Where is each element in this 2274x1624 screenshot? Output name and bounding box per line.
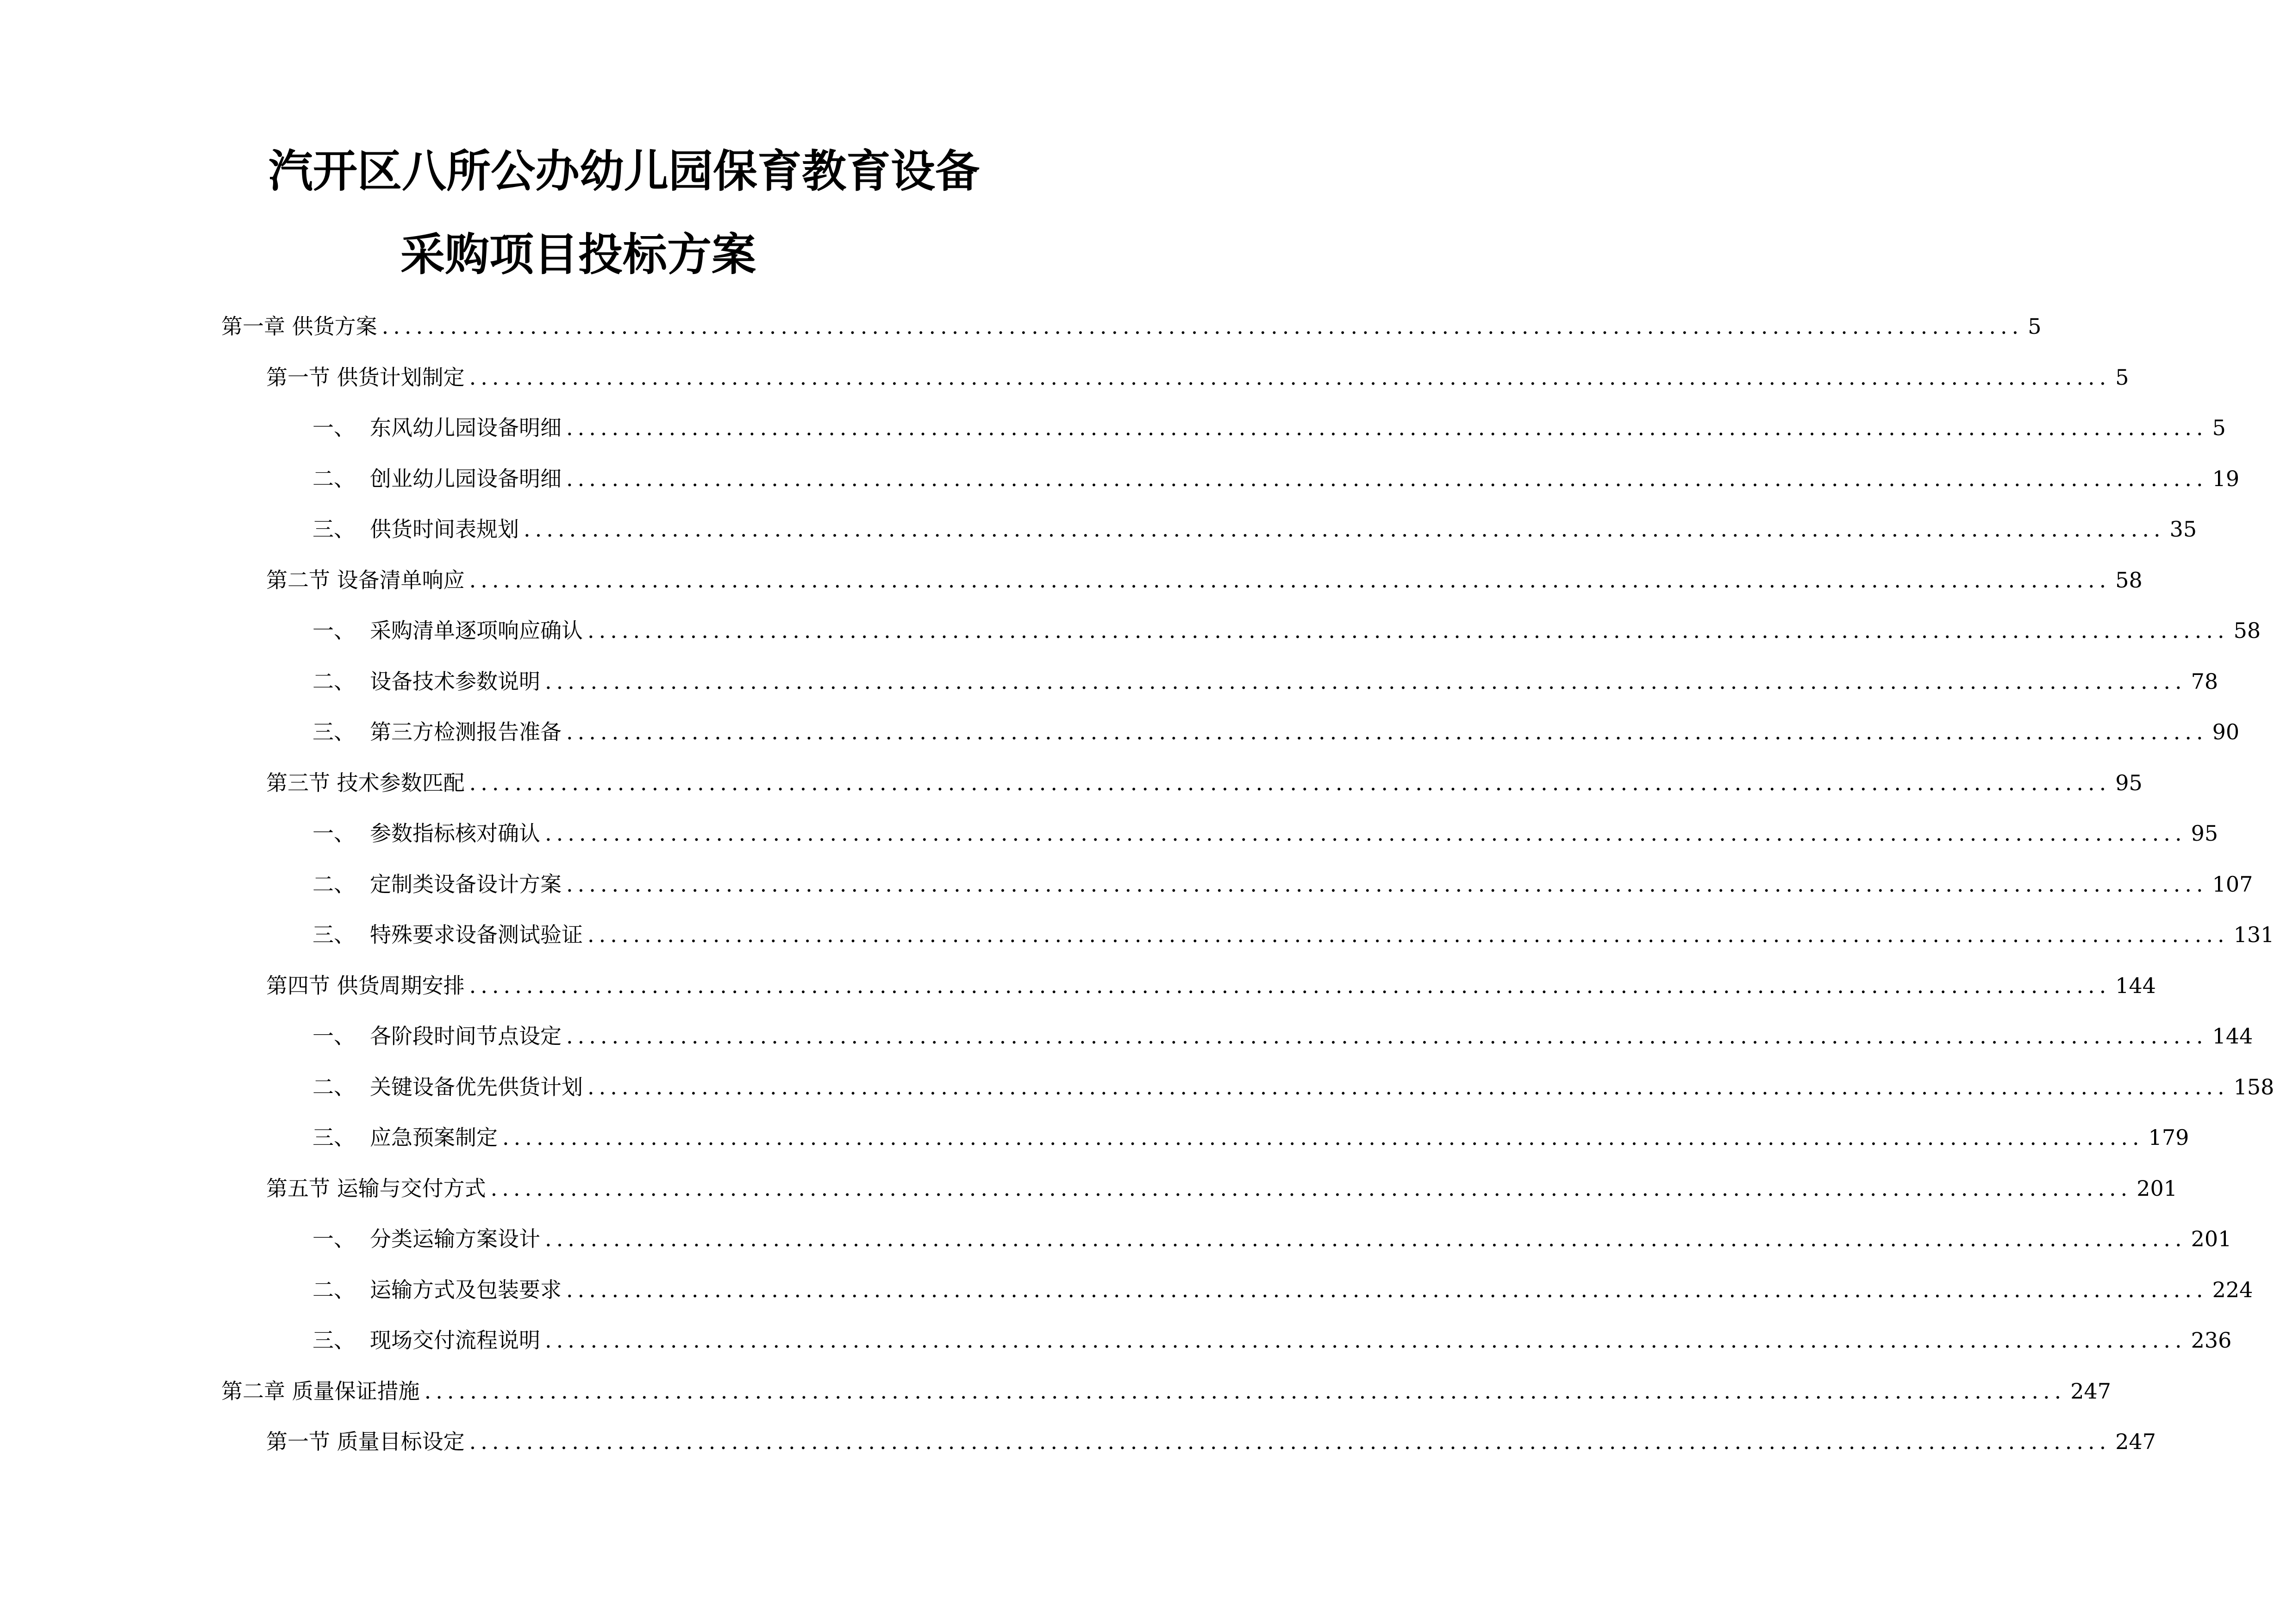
toc-page-number: 247 bbox=[2070, 1379, 2112, 1404]
toc-page-number: 107 bbox=[2212, 872, 2253, 897]
toc-entry-label: 运输方式及包装要求 bbox=[370, 1277, 562, 1302]
toc-leader-dots: ................................................................................................................................................ bbox=[524, 517, 2165, 542]
toc-entry[interactable] bbox=[312, 462, 2240, 495]
toc-entry[interactable] bbox=[312, 1071, 2274, 1103]
toc-entry[interactable] bbox=[312, 817, 2218, 849]
toc-entry[interactable] bbox=[312, 918, 2274, 951]
toc-entry[interactable] bbox=[312, 614, 2261, 647]
toc-leader-dots: ................................................................................................................................................ bbox=[469, 973, 2111, 998]
toc-entry-label: 采购清单逐项响应确认 bbox=[370, 618, 583, 643]
toc-entry-label: 分类运输方案设计 bbox=[370, 1226, 540, 1251]
toc-leader-dots: ................................................................................................................................................ bbox=[566, 1277, 2208, 1302]
toc-entry-number: 一、 bbox=[312, 1024, 355, 1049]
toc-entry[interactable] bbox=[312, 1223, 2232, 1255]
toc-entry-number: 三、 bbox=[312, 517, 355, 542]
toc-leader-dots: ................................................................................................................................................ bbox=[566, 466, 2208, 491]
toc-page-number: 95 bbox=[2191, 821, 2218, 846]
toc-page-number: 58 bbox=[2233, 618, 2261, 643]
toc-page-number: 35 bbox=[2169, 517, 2197, 542]
toc-leader-dots: ................................................................................................................................................ bbox=[566, 719, 2208, 744]
toc-entry-number: 一、 bbox=[312, 415, 355, 440]
toc-entry-label: 第四节 供货周期安排 bbox=[266, 973, 465, 998]
toc-page-number: 236 bbox=[2191, 1328, 2232, 1353]
toc-leader-dots: ................................................................................................................................................ bbox=[587, 1074, 2229, 1099]
toc-page-number: 131 bbox=[2233, 922, 2274, 947]
toc-leader-dots: ................................................................................................................................................ bbox=[545, 669, 2187, 694]
toc-entry-number: 三、 bbox=[312, 1125, 355, 1150]
toc-page-number: 201 bbox=[2137, 1176, 2178, 1201]
toc-entry-label: 第二节 设备清单响应 bbox=[266, 568, 465, 593]
document-title-line-1: 汽开区八所公办幼儿园保育教育设备 bbox=[269, 145, 980, 197]
toc-page-number: 5 bbox=[2115, 365, 2129, 390]
toc-entry-label: 第二章 质量保证措施 bbox=[221, 1379, 420, 1404]
toc-leader-dots: ................................................................................................................................................ bbox=[424, 1379, 2066, 1404]
toc-entry-label: 东风幼儿园设备明细 bbox=[370, 415, 562, 440]
toc-entry-number: 三、 bbox=[312, 719, 355, 744]
toc-leader-dots: ................................................................................................................................................ bbox=[566, 872, 2208, 897]
toc-leader-dots: ................................................................................................................................................ bbox=[469, 365, 2111, 390]
toc-page-number: 179 bbox=[2148, 1125, 2189, 1150]
toc-entry-number: 一、 bbox=[312, 618, 355, 643]
toc-entry[interactable] bbox=[312, 1121, 2189, 1154]
toc-leader-dots: ................................................................................................................................................ bbox=[545, 1328, 2187, 1353]
toc-page-number: 247 bbox=[2115, 1429, 2156, 1454]
toc-leader-dots: ................................................................................................................................................ bbox=[566, 415, 2208, 440]
toc-entry[interactable] bbox=[312, 665, 2218, 698]
toc-entry[interactable] bbox=[312, 1274, 2253, 1306]
toc-entry[interactable] bbox=[312, 412, 2226, 444]
toc-entry[interactable] bbox=[266, 1172, 2178, 1205]
toc-entry-label: 创业幼儿园设备明细 bbox=[370, 466, 562, 491]
toc-entry[interactable] bbox=[266, 564, 2143, 596]
toc-entry-number: 二、 bbox=[312, 872, 355, 897]
toc-entry[interactable] bbox=[312, 1324, 2232, 1356]
toc-entry-label: 供货时间表规划 bbox=[370, 517, 519, 542]
toc-leader-dots: ................................................................................................................................................ bbox=[469, 770, 2111, 795]
toc-leader-dots: ................................................................................................................................................ bbox=[490, 1176, 2132, 1201]
toc-leader-dots: ................................................................................................................................................ bbox=[469, 568, 2111, 593]
toc-page-number: 78 bbox=[2191, 669, 2218, 694]
toc-entry[interactable] bbox=[312, 513, 2197, 545]
toc-page-number: 201 bbox=[2191, 1226, 2232, 1251]
toc-entry-label: 第一节 供货计划制定 bbox=[266, 365, 465, 390]
toc-leader-dots: ................................................................................................................................................ bbox=[566, 1024, 2208, 1049]
toc-leader-dots: ................................................................................................................................................ bbox=[502, 1125, 2144, 1150]
toc-leader-dots: ................................................................................................................................................ bbox=[587, 922, 2229, 947]
document-title-line-2: 采购项目投标方案 bbox=[400, 228, 756, 281]
toc-entry[interactable] bbox=[266, 1425, 2156, 1458]
toc-entry-number: 三、 bbox=[312, 922, 355, 947]
toc-page-number: 158 bbox=[2233, 1074, 2274, 1099]
toc-entry-label: 定制类设备设计方案 bbox=[370, 872, 562, 897]
toc-entry-label: 参数指标核对确认 bbox=[370, 821, 540, 846]
toc-entry-label: 第五节 运输与交付方式 bbox=[266, 1176, 486, 1201]
toc-entry[interactable] bbox=[312, 1020, 2253, 1052]
toc-entry-label: 第三节 技术参数匹配 bbox=[266, 770, 465, 795]
toc-entry[interactable] bbox=[266, 969, 2156, 1002]
toc-entry-label: 现场交付流程说明 bbox=[370, 1328, 540, 1353]
toc-entry-number: 二、 bbox=[312, 669, 355, 694]
toc-page-number: 144 bbox=[2212, 1024, 2253, 1049]
toc-entry-number: 二、 bbox=[312, 466, 355, 491]
toc-entry-label: 关键设备优先供货计划 bbox=[370, 1074, 583, 1099]
toc-entry[interactable] bbox=[312, 868, 2253, 900]
toc-entry-label: 第一章 供货方案 bbox=[221, 314, 377, 339]
toc-entry-label: 各阶段时间节点设定 bbox=[370, 1024, 562, 1049]
toc-entry-label: 特殊要求设备测试验证 bbox=[370, 922, 583, 947]
toc-page-number: 5 bbox=[2028, 314, 2042, 339]
toc-page-number: 224 bbox=[2212, 1277, 2253, 1302]
toc-entry[interactable] bbox=[266, 361, 2129, 394]
toc-leader-dots: ................................................................................................................................................ bbox=[381, 314, 2024, 339]
toc-entry-number: 一、 bbox=[312, 821, 355, 846]
toc-entry-number: 二、 bbox=[312, 1277, 355, 1302]
toc-page-number: 144 bbox=[2115, 973, 2156, 998]
toc-entry-label: 设备技术参数说明 bbox=[370, 669, 540, 694]
toc-entry[interactable] bbox=[312, 716, 2240, 748]
toc-entry-label: 第一节 质量目标设定 bbox=[266, 1429, 465, 1454]
toc-page-number: 58 bbox=[2115, 568, 2143, 593]
toc-page-number: 90 bbox=[2212, 719, 2240, 744]
toc-leader-dots: ................................................................................................................................................ bbox=[545, 1226, 2187, 1251]
toc-entry[interactable] bbox=[221, 1375, 2112, 1407]
toc-entry[interactable] bbox=[266, 767, 2143, 799]
toc-page-number: 19 bbox=[2212, 466, 2240, 491]
toc-entry-number: 二、 bbox=[312, 1074, 355, 1099]
toc-entry-label: 第三方检测报告准备 bbox=[370, 719, 562, 744]
toc-entry[interactable] bbox=[221, 310, 2042, 343]
toc-page-number: 95 bbox=[2115, 770, 2143, 795]
toc-leader-dots: ................................................................................................................................................ bbox=[469, 1429, 2111, 1454]
toc-leader-dots: ................................................................................................................................................ bbox=[545, 821, 2187, 846]
toc-leader-dots: ................................................................................................................................................ bbox=[587, 618, 2229, 643]
toc-page-number: 5 bbox=[2212, 415, 2226, 440]
toc-entry-label: 应急预案制定 bbox=[370, 1125, 498, 1150]
toc-entry-number: 一、 bbox=[312, 1226, 355, 1251]
toc-entry-number: 三、 bbox=[312, 1328, 355, 1353]
